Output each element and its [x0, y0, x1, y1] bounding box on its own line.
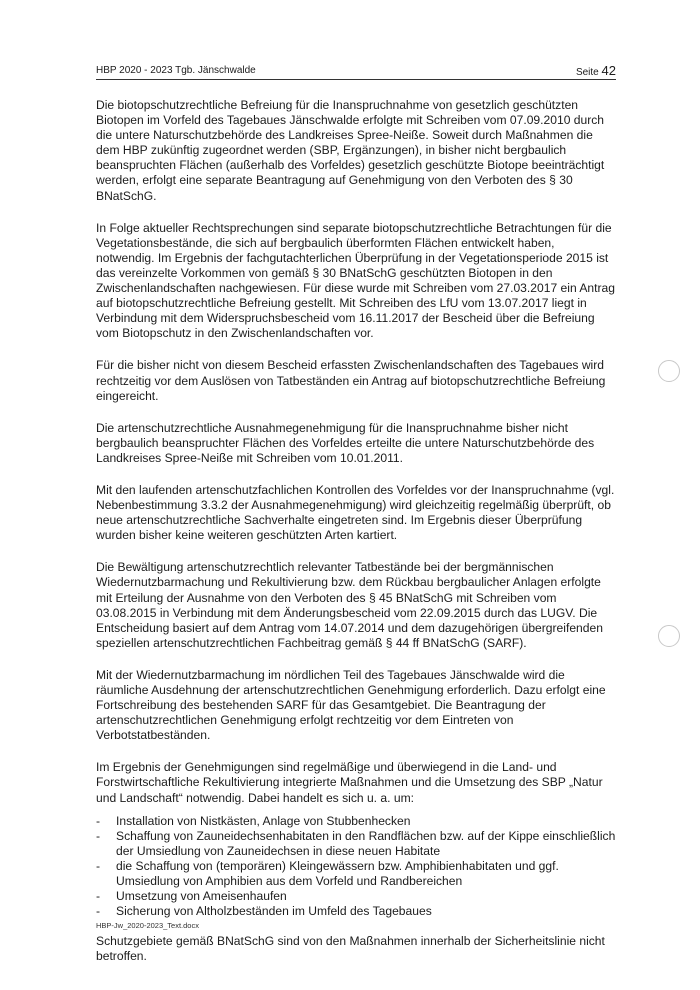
list-item	[96, 859, 616, 889]
page-header	[96, 63, 616, 80]
list-item-text: die Schaffung von (temporären) Kleingewässern bzw. Amphibienhabitaten und ggf. Umsiedlung von Amphibien aus dem Vorfeld und Randbereichen	[116, 858, 559, 889]
list-bullet: -	[96, 889, 101, 904]
paragraph: Im Ergebnis der Genehmigungen sind regelmäßige und überwiegend in die Land- und Forstwirtschaftliche Rekultivierung integrierte Maßnahmen und die Umsetzung des SBP „Natur und Landschaft“ notwendig. Dabei handelt es sich u. a. um:	[96, 760, 603, 805]
list-item	[96, 889, 616, 904]
list-bullet: -	[96, 904, 101, 919]
list-item-text: Umsetzung von Ameisenhaufen	[116, 889, 287, 904]
closing-paragraph: Schutzgebiete gemäß BNatSchG sind von den Maßnahmen innerhalb der Sicherheitslinie nicht betroffen.	[96, 934, 605, 964]
list-bullet: -	[96, 828, 101, 843]
list-bullet: -	[96, 858, 101, 873]
punch-hole-mark	[658, 625, 680, 647]
footer-filename: HBP-Jw_2020-2023_Text.docx	[96, 921, 199, 930]
document-title: HBP 2020 - 2023 Tgb. Jänschwalde	[96, 65, 256, 76]
document-body	[96, 98, 616, 982]
page-number-label	[576, 63, 616, 78]
paragraph: In Folge aktueller Rechtsprechungen sind separate biotopschutzrechtliche Betrachtungen für die Vegetationsbestände, die sich auf bergbaulich überformten Flächen entwickelt haben, notwendig. Im Ergebnis der fachgutachterlichen Überprüfung in der Vegetationsperiode 2015 ist das vereinzelte Vorkommen von gemäß § 30 BNatSchG geschützten Biotopen in den Zwischenlandschaften nachgewiesen. Für diese wurde mit Schreiben vom 27.03.2017 ein Antrag auf biotopschutzrechtliche Befreiung gestellt. Mit Schreiben des LfU vom 13.07.2017 liegt in Verbindung mit dem Widerspruchsbescheid vom 16.11.2017 der Bescheid über die Befreiung vom Biotopschutz in den Zwischenlandschaften vor.	[96, 220, 615, 341]
page-number: 42	[601, 63, 616, 78]
measures-list	[96, 814, 616, 920]
list-item	[96, 814, 616, 829]
list-bullet: -	[96, 813, 101, 828]
paragraph: Die Bewältigung artenschutzrechtlich relevanter Tatbestände bei der bergmännischen Wiedernutzbarmachung und Rekultivierung bzw. dem Rückbau bergbaulicher Anlagen erfolgte mit Erteilung der Ausnahme von den Verboten des § 45 BNatSchG mit Schreiben vom 03.08.2015 in Verbindung mit dem Änderungsbescheid vom 22.09.2015 durch das LUGV. Die Entscheidung basiert auf dem Antrag vom 14.07.2014 und dem dazugehörigen übergreifenden speziellen artenschutzrechtlichen Fachbeitrag gemäß § 44 ff BNatSchG (SARF).	[96, 560, 603, 650]
paragraph: Für die bisher nicht von diesem Bescheid erfassten Zwischenlandschaften des Tagebaues wird rechtzeitig vor dem Auslösen von Tatbeständen ein Antrag auf biotopschutzrechtliche Befreiung eingereicht.	[96, 358, 606, 403]
page-label: Seite	[575, 67, 599, 78]
paragraph: Mit den laufenden artenschutzfachlichen Kontrollen des Vorfeldes vor der Inanspruchnahme (vgl. Nebenbestimmung 3.3.2 der Ausnahmegenehmigung) wird gleichzeitig regelmäßig überprüft, ob neue artenschutzrechtliche Sachverhalte eingetreten sind. Im Ergebnis dieser Überprüfung wurden bisher keine weiteren geschützten Arten kartiert.	[96, 482, 615, 543]
list-item-text: Sicherung von Altholzbeständen im Umfeld des Tagebaues	[116, 904, 432, 919]
paragraph: Die biotopschutzrechtliche Befreiung für die Inanspruchnahme von gesetzlich geschützten Biotopen im Vorfeld des Tagebaues Jänschwalde erfolgte mit Schreiben vom 07.09.2010 durch die untere Naturschutzbehörde des Landkreises Spree-Neiße. Soweit durch Maßnahmen die dem HBP zukünftig zugeordnet werden (SBP, Ergänzungen), in bisher nicht bergbaulich beanspruchten Flächen (außerhalb des Vorfeldes) gesetzlich geschützte Biotope beeinträchtigt werden, erfolgt eine separate Beantragung auf Genehmigung von den Verboten des § 30 BNatSchG.	[96, 98, 605, 203]
paragraph: Mit der Wiedernutzbarmachung im nördlichen Teil des Tagebaues Jänschwalde wird die räumliche Ausdehnung der artenschutzrechtlichen Genehmigung erforderlich. Dazu erfolgt eine Fortschreibung des bestehenden SARF für das Gesamtgebiet. Die Beantragung der artenschutzrechtlichen Genehmigung erfolgt rechtzeitig vor dem Eintreten von Verbotstatbeständen.	[96, 667, 606, 743]
list-item-text: Schaffung von Zauneidechsenhabitaten in den Randflächen bzw. auf der Kippe einschließlich der Umsiedlung von Zauneidechsen in diese neuen Habitate	[116, 828, 616, 858]
list-item-text: Installation von Nistkästen, Anlage von Stubbenhecken	[116, 813, 411, 828]
list-item	[96, 904, 616, 919]
paragraph: Die artenschutzrechtliche Ausnahmegenehmigung für die Inanspruchnahme bisher nicht bergbaulich beanspruchter Flächen des Vorfeldes erteilte die untere Naturschutzbehörde des Landkreises Spree-Neiße mit Schreiben vom 10.01.2011.	[96, 420, 595, 465]
punch-hole-mark	[658, 360, 680, 382]
list-item	[96, 829, 616, 859]
